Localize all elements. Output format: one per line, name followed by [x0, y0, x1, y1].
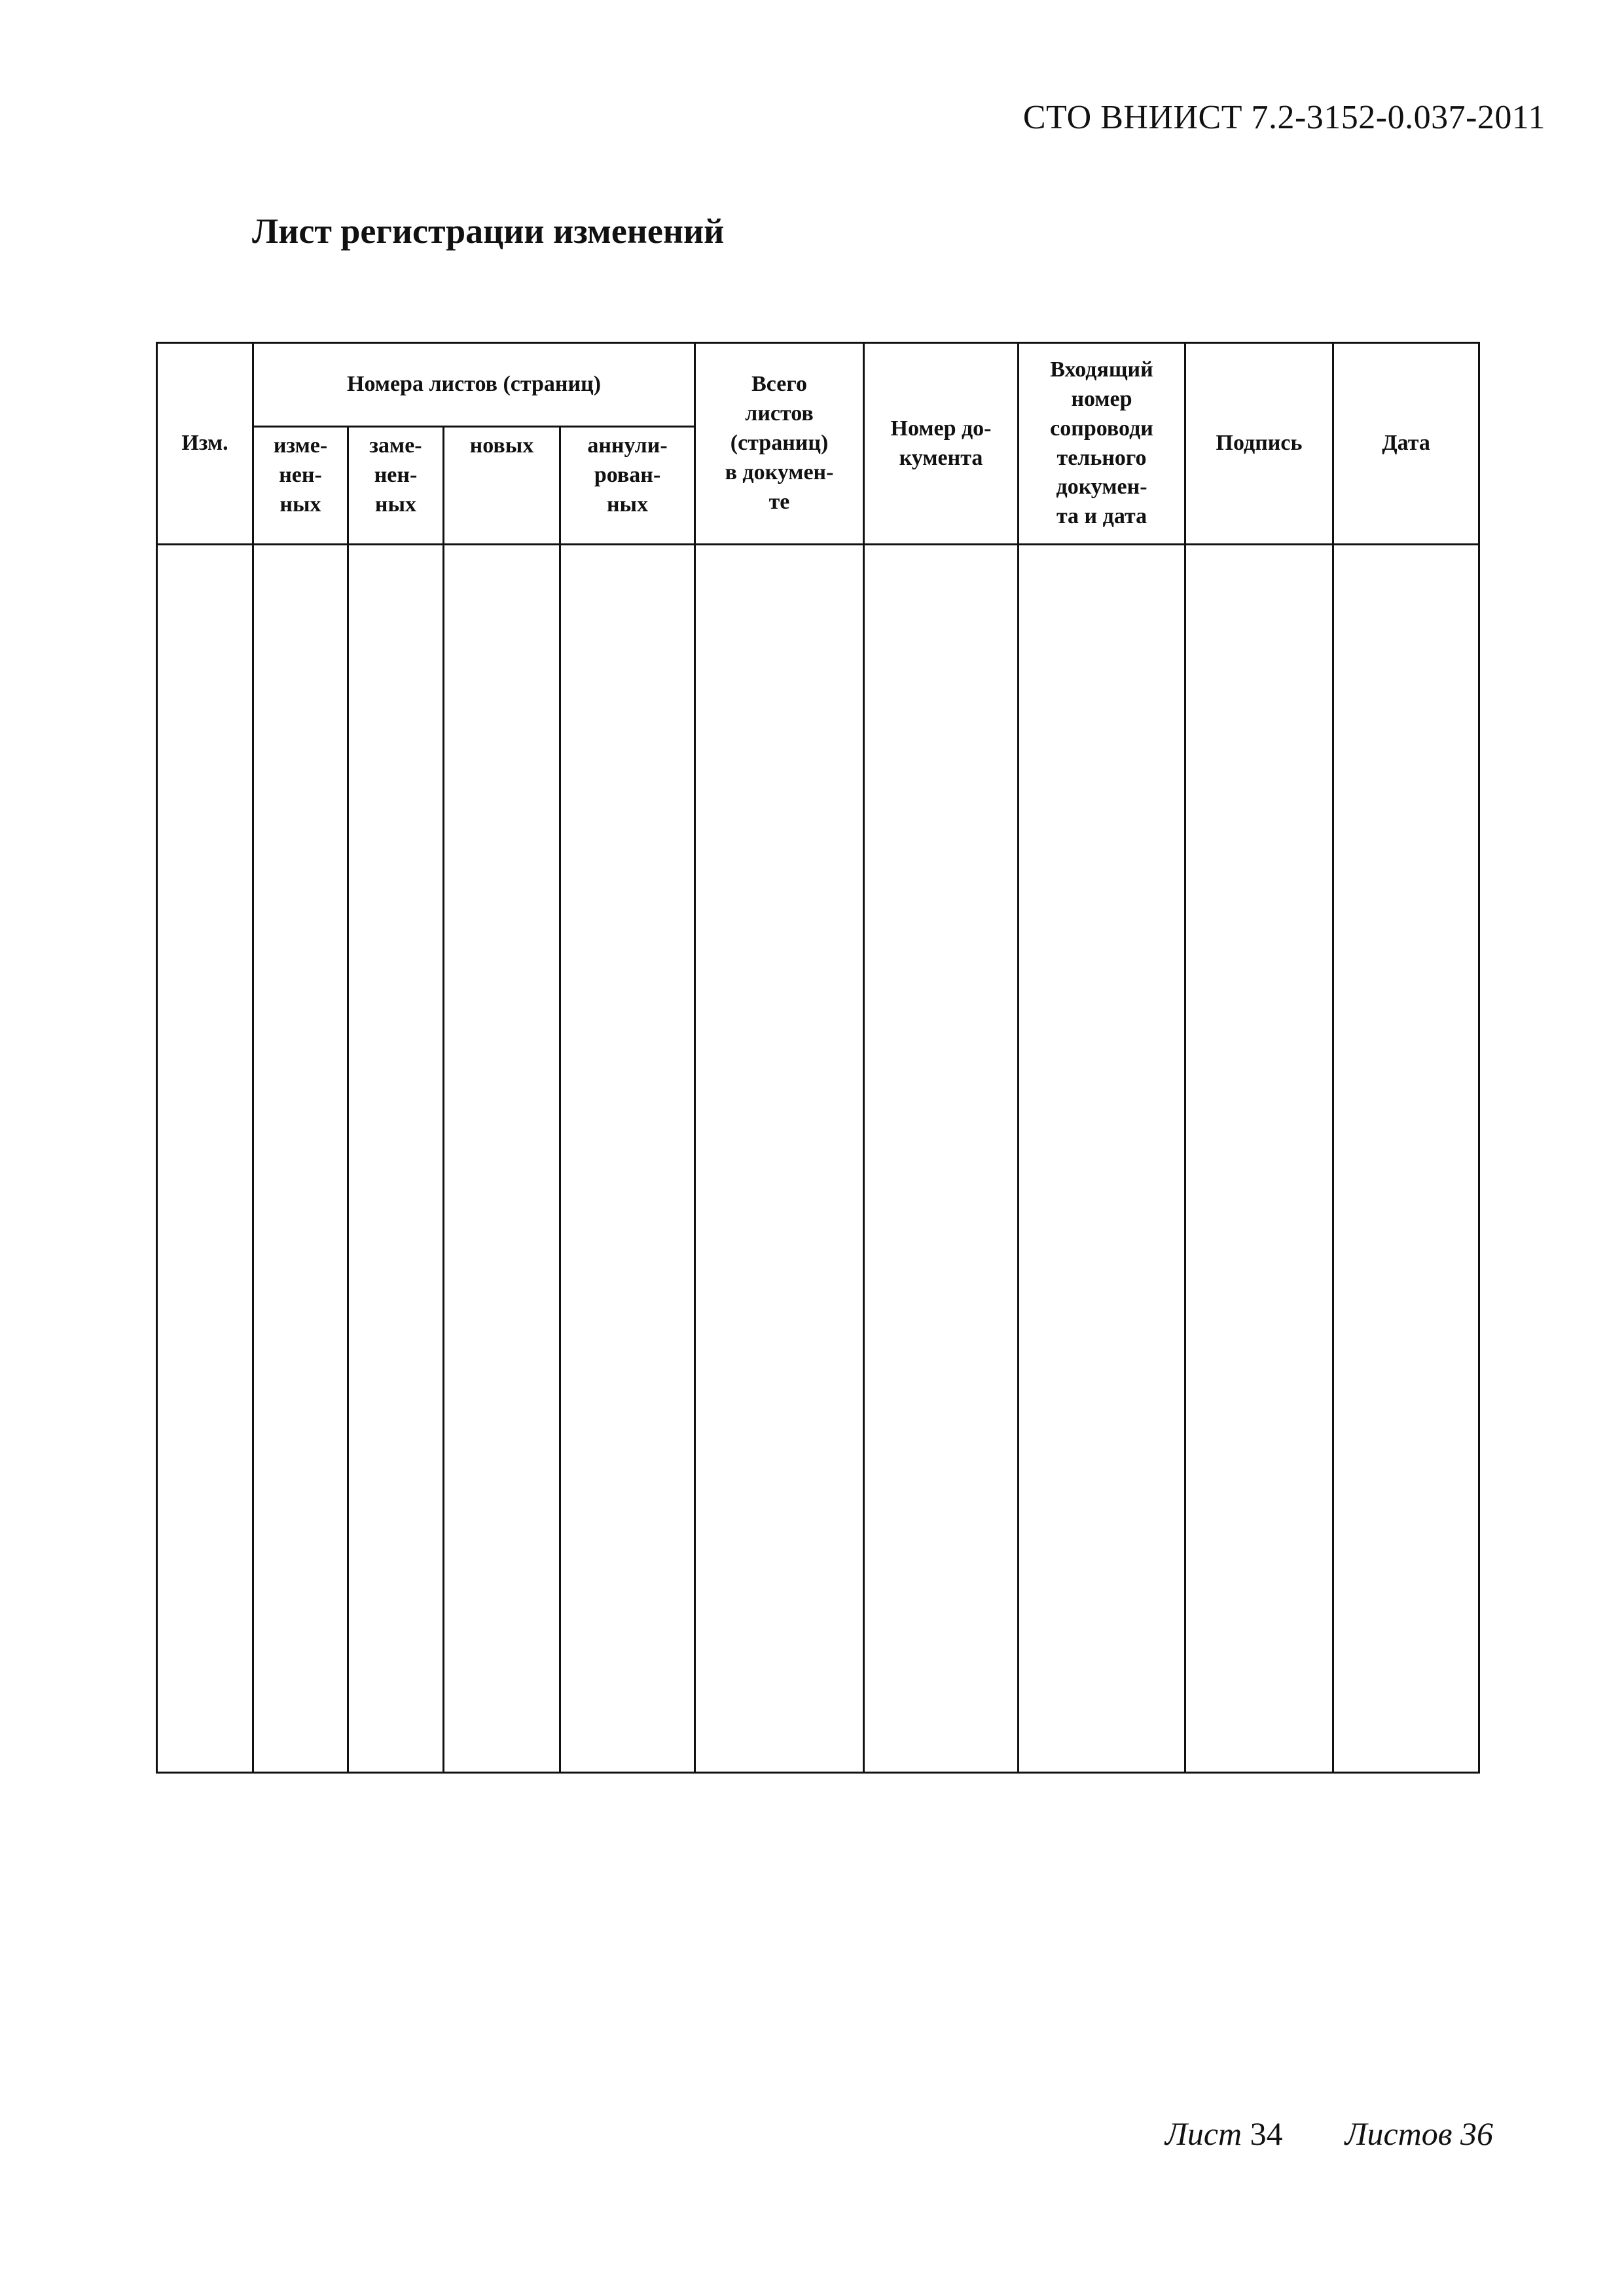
table-cell — [348, 545, 444, 1773]
page-footer — [1165, 2115, 1493, 2153]
sheets-total-label: Листов — [1344, 2115, 1453, 2152]
header-incoming-number: Входящий номер сопроводи тельного докумен- та и дата — [1019, 343, 1185, 545]
header-sheet-numbers: Номера листов (страниц) — [253, 343, 695, 427]
header-new-sheets: новых — [444, 427, 560, 545]
sheet-number: 34 — [1250, 2115, 1283, 2152]
header-document-number: Номер до- кумента — [864, 343, 1019, 545]
page-title: Лист регистрации изменений — [252, 211, 725, 251]
table-cell — [1333, 545, 1479, 1773]
header-change-number: Изм. — [157, 343, 253, 545]
change-registration-table — [156, 342, 1480, 1774]
table-cell — [1185, 545, 1333, 1773]
table-cell — [444, 545, 560, 1773]
header-total-sheets: Всего листов (страниц) в докумен- те — [695, 343, 864, 545]
table-row — [157, 545, 1479, 1773]
table-cell — [253, 545, 348, 1773]
header-replaced-sheets: заме- нен- ных — [348, 427, 444, 545]
header-signature: Подпись — [1185, 343, 1333, 545]
table-cell — [864, 545, 1019, 1773]
table-cell — [560, 545, 695, 1773]
table-cell — [695, 545, 864, 1773]
table-cell — [1019, 545, 1185, 1773]
header-changed-sheets: изме- нен- ных — [253, 427, 348, 545]
sheets-total: 36 — [1460, 2115, 1493, 2152]
table-cell — [157, 545, 253, 1773]
header-date: Дата — [1333, 343, 1479, 545]
document-code: СТО ВНИИСТ 7.2-3152-0.037-2011 — [1022, 99, 1545, 136]
header-annulled-sheets: аннули- рован- ных — [560, 427, 695, 545]
sheet-label: Лист — [1164, 2115, 1242, 2152]
